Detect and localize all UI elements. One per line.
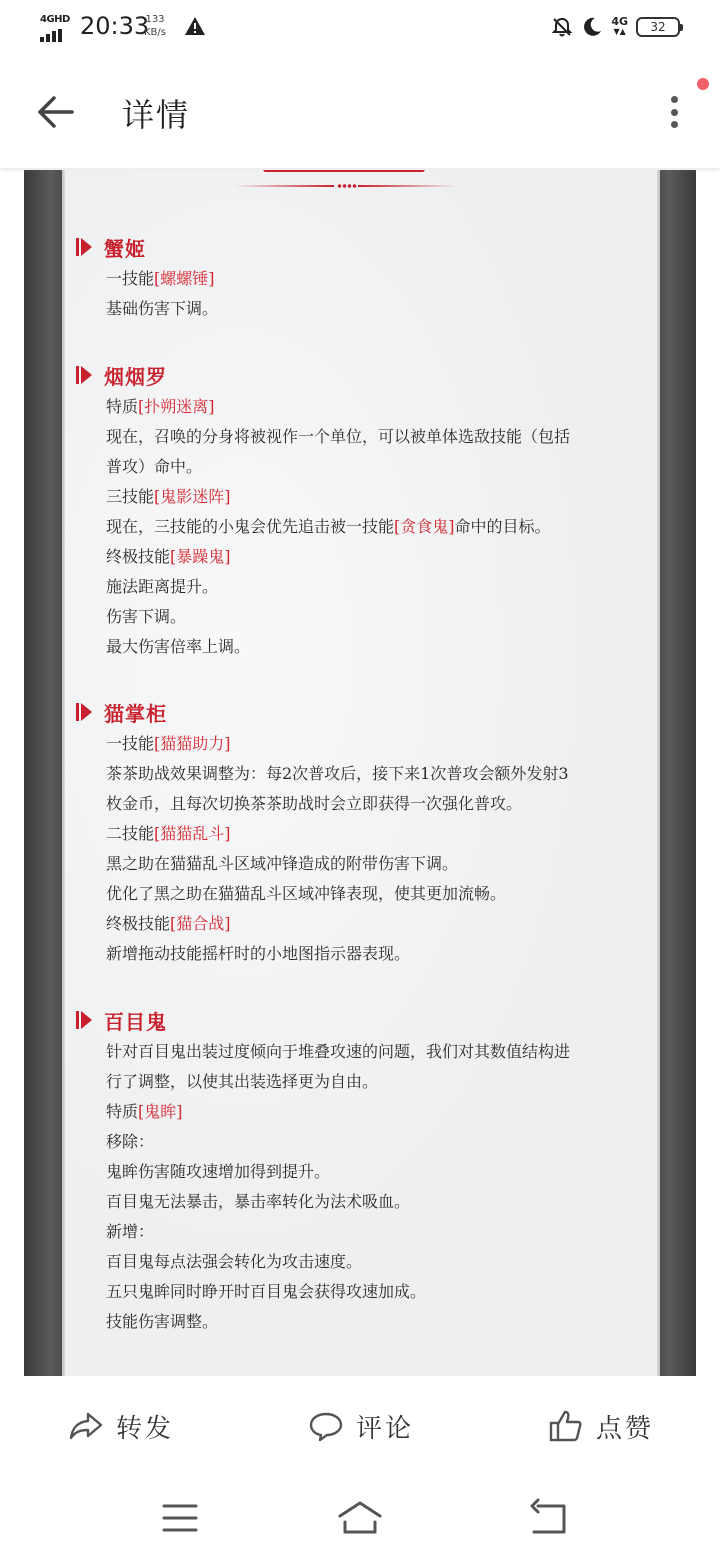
hero-change-line xyxy=(76,1217,570,1247)
more-options-icon[interactable] xyxy=(660,92,688,132)
hero-change-line xyxy=(76,422,570,452)
line-text-after: 命中的目标。 xyxy=(454,517,551,536)
hero-change-line xyxy=(76,939,569,969)
network-4g-label: 4G xyxy=(611,15,628,28)
skill-tag: [暴躁鬼] xyxy=(170,547,231,566)
line-text: 百目鬼每点法强会转化为攻击速度。 xyxy=(106,1252,363,1271)
line-text: 新增： xyxy=(106,1222,155,1241)
line-text: 行了调整，以使其出装选择更为自由。 xyxy=(106,1072,379,1091)
hero-change-line xyxy=(76,542,570,572)
network-speed xyxy=(144,13,166,39)
line-text: 二技能 xyxy=(106,824,155,843)
line-text: 枚金币，且每次切换茶茶助战时会立即获得一次强化普攻。 xyxy=(106,794,523,813)
line-text: 现在，召唤的分身将被视作一个单位，可以被单体选敌技能（包括 xyxy=(106,427,571,446)
line-text: 针对百目鬼出装过度倾向于堆叠攻速的问题，我们对其数值结构进 xyxy=(106,1042,571,1061)
title-divider xyxy=(234,184,458,188)
skill-tag: [贪食鬼] xyxy=(394,517,455,536)
line-text: 特质 xyxy=(106,1102,139,1121)
comment-label: 评论 xyxy=(356,1413,415,1444)
hero-change-line xyxy=(76,1127,570,1157)
action-bar xyxy=(0,1376,720,1476)
hero-name: 烟烟罗 xyxy=(104,364,167,389)
clock: 20:33 xyxy=(80,12,150,40)
network-speed-value: 133 xyxy=(145,14,165,25)
line-text: 基础伤害下调。 xyxy=(106,299,219,318)
hero-change-line xyxy=(76,1067,570,1097)
thumbs-up-icon xyxy=(548,1408,584,1444)
hero-change-line xyxy=(76,849,569,879)
hero-name: 百目鬼 xyxy=(104,1009,167,1034)
comment-button[interactable] xyxy=(308,1406,414,1446)
hero-change-line xyxy=(76,482,570,512)
hero-change-line xyxy=(76,1037,570,1067)
article-image xyxy=(24,170,696,1376)
hero-heading xyxy=(76,232,218,262)
skill-tag: [猫猫助力] xyxy=(154,734,231,753)
hero-change-line xyxy=(76,572,570,602)
play-marker-icon xyxy=(76,701,94,723)
play-marker-icon xyxy=(76,1009,94,1031)
mute-bell-icon xyxy=(551,16,573,38)
hero-change-line xyxy=(76,264,218,294)
status-bar xyxy=(0,0,720,56)
hero-section xyxy=(76,1005,570,1337)
hero-change-line xyxy=(76,1097,570,1127)
line-text: 最大伤害倍率上调。 xyxy=(106,637,251,656)
hero-change-line xyxy=(76,392,570,422)
menu-icon[interactable] xyxy=(156,1498,204,1538)
line-text: 一技能 xyxy=(106,269,155,288)
skill-tag: [鬼影迷阵] xyxy=(154,487,231,506)
line-text: 移除： xyxy=(106,1132,155,1151)
hero-name: 蟹姬 xyxy=(104,236,146,261)
skill-tag: [螺螺锤] xyxy=(154,269,215,288)
status-right xyxy=(551,15,680,39)
skill-tag: [猫猫乱斗] xyxy=(154,824,231,843)
hero-section xyxy=(76,697,569,969)
hero-change-line xyxy=(76,1157,570,1187)
page-title: 详情 xyxy=(122,96,191,134)
skill-tag: [鬼眸] xyxy=(138,1102,183,1121)
line-text: 三技能 xyxy=(106,487,155,506)
line-text: 现在，三技能的小鬼会优先追击被一技能 xyxy=(106,517,395,536)
hero-change-line xyxy=(76,602,570,632)
network-speed-unit: KB/s xyxy=(144,27,166,38)
network-type: 4GHD xyxy=(40,14,70,25)
hero-change-line xyxy=(76,1307,570,1337)
line-text: 五只鬼眸同时睁开时百目鬼会获得攻速加成。 xyxy=(106,1282,427,1301)
moon-icon xyxy=(581,16,603,38)
hero-change-line xyxy=(76,819,569,849)
hero-change-line xyxy=(76,759,569,789)
forward-arrow-icon xyxy=(68,1408,104,1444)
signal-icon xyxy=(40,14,72,40)
skill-tag: [猫合战] xyxy=(170,914,231,933)
app-header xyxy=(0,56,720,168)
line-text: 伤害下调。 xyxy=(106,607,187,626)
line-text: 优化了黑之助在猫猫乱斗区域冲锋表现，使其更加流畅。 xyxy=(106,884,507,903)
comment-bubble-icon xyxy=(308,1408,344,1444)
network-4g: 4G ▼▲ xyxy=(611,15,628,36)
forward-button[interactable] xyxy=(68,1406,174,1446)
line-text: 新增拖动技能摇杆时的小地图指示器表现。 xyxy=(106,944,411,963)
line-text: 普攻）命中。 xyxy=(106,457,203,476)
line-text: 终极技能 xyxy=(106,547,171,566)
line-text: 一技能 xyxy=(106,734,155,753)
play-marker-icon xyxy=(76,236,94,258)
hero-section xyxy=(76,232,218,324)
battery-icon xyxy=(636,17,680,37)
play-marker-icon xyxy=(76,364,94,386)
back-nav-icon[interactable] xyxy=(524,1498,572,1538)
forward-label: 转发 xyxy=(116,1413,175,1444)
battery-level: 32 xyxy=(650,20,666,34)
hero-name: 猫掌柜 xyxy=(104,701,167,726)
hero-change-line xyxy=(76,789,569,819)
hero-change-line xyxy=(76,1187,570,1217)
hero-heading xyxy=(76,697,569,727)
system-nav-bar xyxy=(0,1476,720,1560)
hero-change-line xyxy=(76,729,569,759)
hero-change-line xyxy=(76,879,569,909)
home-icon[interactable] xyxy=(336,1498,384,1538)
line-text: 茶茶助战效果调整为：每2次普攻后，接下来1次普攻会额外发射3 xyxy=(106,764,569,783)
hero-change-line xyxy=(76,1247,570,1277)
hero-change-line xyxy=(76,452,570,482)
hero-change-line xyxy=(76,294,218,324)
hero-change-line xyxy=(76,1277,570,1307)
like-label: 点赞 xyxy=(596,1413,655,1444)
line-text: 鬼眸伤害随攻速增加得到提升。 xyxy=(106,1162,331,1181)
hero-change-line xyxy=(76,632,570,662)
warning-icon xyxy=(184,16,206,36)
hero-heading xyxy=(76,360,570,390)
line-text: 百目鬼无法暴击，暴击率转化为法术吸血。 xyxy=(106,1192,411,1211)
line-text: 技能伤害调整。 xyxy=(106,1312,219,1331)
like-button[interactable] xyxy=(548,1406,654,1446)
hero-heading xyxy=(76,1005,570,1035)
line-text: 特质 xyxy=(106,397,139,416)
back-arrow-icon[interactable] xyxy=(36,94,76,130)
hero-section xyxy=(76,360,570,662)
notification-dot xyxy=(697,78,709,90)
line-text: 终极技能 xyxy=(106,914,171,933)
skill-tag: [扑朔迷离] xyxy=(138,397,215,416)
line-text: 施法距离提升。 xyxy=(106,577,219,596)
hero-change-line xyxy=(76,512,570,542)
line-text: 黑之助在猫猫乱斗区域冲锋造成的附带伤害下调。 xyxy=(106,854,459,873)
hero-change-line xyxy=(76,909,569,939)
